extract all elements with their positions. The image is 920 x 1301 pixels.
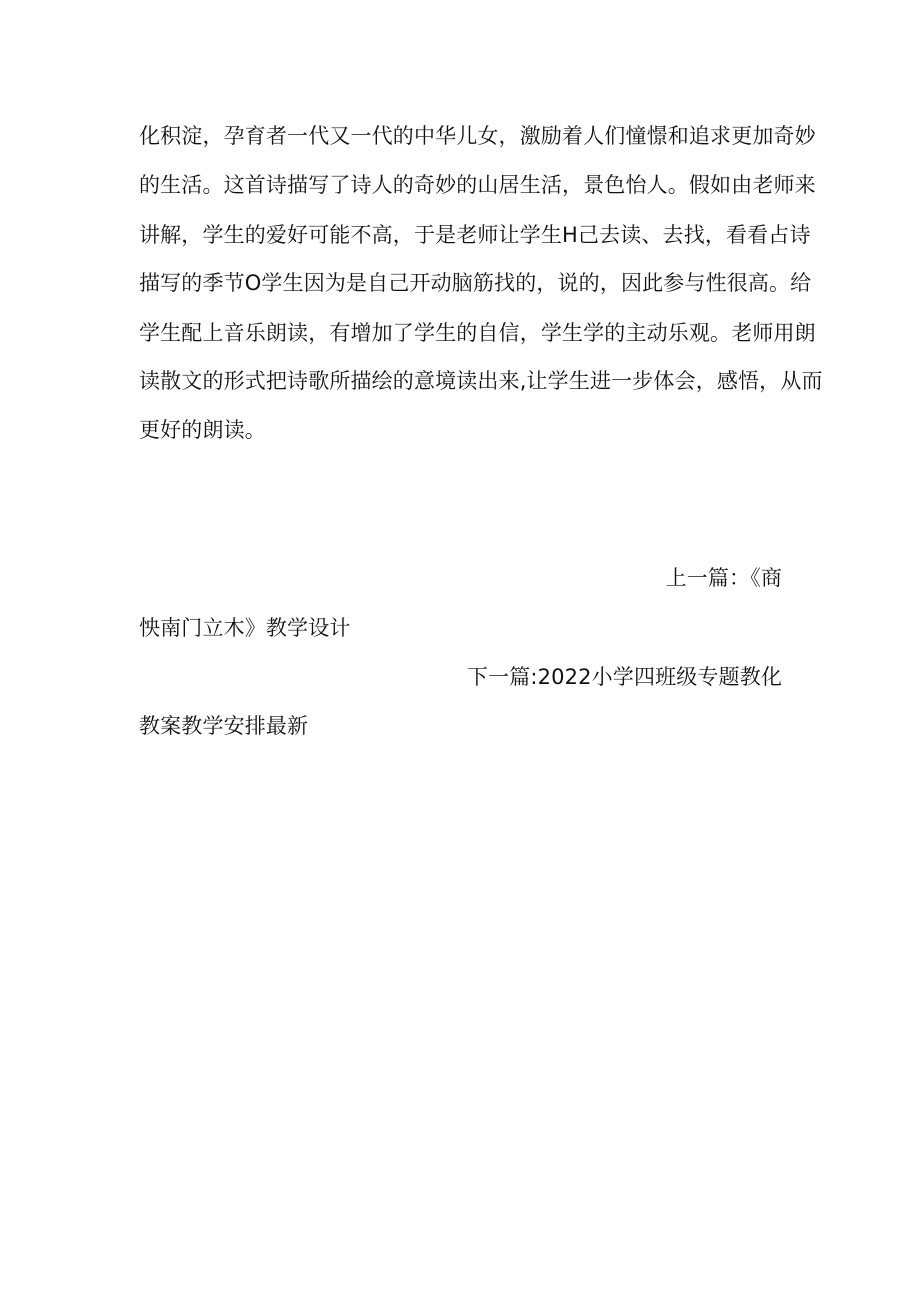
paragraph-line: 化积淀，孕育者一代又一代的中华儿女，激励着人们憧憬和追求更加奇妙	[139, 124, 816, 148]
previous-article-label[interactable]: 上一篇：《商	[665, 566, 782, 590]
previous-article-title[interactable]: 怏南门立木》教学设计	[139, 616, 351, 640]
paragraph-line: 学生配上音乐朗读，有增加了学生的自信，学生学的主动乐观。老师用朗	[139, 321, 816, 345]
paragraph-line: 讲解，学生的爱好可能不高，于是老师让学生H己去读、去找，看看占诗	[139, 223, 811, 247]
paragraph-line: 读散文的形式把诗歌所描绘的意境读出来,让学生进一步体会，感悟，从而	[139, 369, 823, 393]
paragraph-line: 描写的季节O学生因为是自己开动脑筋找的，说的，因此参与性很高。给	[139, 271, 812, 295]
paragraph-line: 更好的朗读。	[139, 418, 266, 442]
next-article-title[interactable]: 教案教学安排最新	[139, 714, 309, 738]
paragraph-line: 的生活。这首诗描写了诗人的奇妙的山居生活，景色怡人。假如由老师来	[139, 173, 816, 197]
next-article-label[interactable]: 下一篇:2022小学四班级专题教化	[466, 665, 782, 689]
